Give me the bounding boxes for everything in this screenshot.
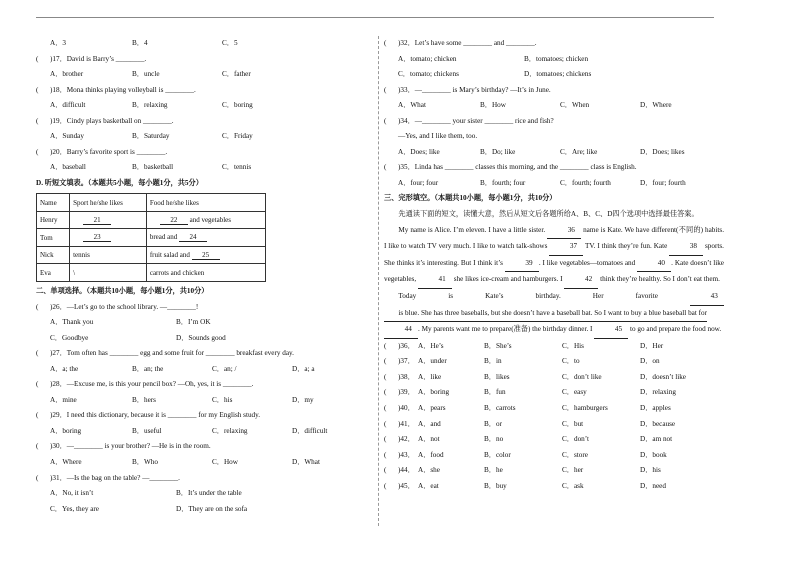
- option: A．No, it isn’t: [50, 489, 94, 498]
- option: A．difficult: [50, 101, 86, 110]
- question-text: )44．: [398, 466, 415, 475]
- option: A．Sunday: [50, 132, 84, 141]
- option: C．Goodbye: [50, 333, 89, 342]
- option: C．don’t like: [562, 372, 602, 381]
- question-text: )41．: [398, 419, 415, 428]
- option: A．He’s: [418, 341, 444, 350]
- table-row: [37, 211, 266, 229]
- paren-mark: (: [384, 388, 387, 397]
- question-row: [36, 83, 372, 99]
- paren-mark: (: [36, 302, 39, 311]
- question-text: )45．: [398, 481, 415, 490]
- option: A．What: [398, 101, 426, 110]
- passage-text: Today is Kate’s birthday. Her favorite: [398, 291, 690, 300]
- option: C．to: [562, 357, 580, 366]
- option: A．Thank you: [50, 318, 94, 327]
- option: C．tomato; chickens: [398, 70, 459, 79]
- question-row: [36, 145, 372, 161]
- question-row: [36, 98, 372, 114]
- question-row: [36, 439, 372, 455]
- passage-text: name is Kate. We have different(不同的) habits. I like to watch TV very much. I like to watch talk-shows: [384, 225, 724, 251]
- table-header: Sport he/she likes: [70, 194, 147, 212]
- option: D．Sounds good: [176, 333, 226, 342]
- question-text: )39．: [398, 388, 415, 397]
- paren-mark: (: [36, 116, 39, 125]
- option: C．but: [562, 419, 584, 428]
- option: D．doesn’t like: [640, 372, 686, 381]
- blank-number: 45: [594, 322, 628, 339]
- sport-cell: [70, 211, 147, 229]
- food-cell: [146, 264, 265, 282]
- question-row: [36, 36, 372, 52]
- question-row: [384, 354, 724, 370]
- question-row: [36, 377, 372, 393]
- option: B．buy: [484, 481, 507, 490]
- option: D．Where: [640, 101, 672, 110]
- question-row: [384, 401, 724, 417]
- option: C．ask: [562, 481, 584, 490]
- option: D．his: [640, 466, 661, 475]
- option: C．tennis: [222, 163, 252, 172]
- question-row: [384, 145, 724, 161]
- option: B．likes: [484, 372, 510, 381]
- question-row: [384, 463, 724, 479]
- question-row: [36, 160, 372, 176]
- blank-number: 39: [505, 256, 539, 273]
- question-row: [384, 479, 724, 495]
- name-cell: Nick: [37, 246, 70, 264]
- question-row: [384, 67, 724, 83]
- instructions: 先通读下面的短文，读懂大意，然后从短文后各题所给A、B、C、D四个选项中选择最佳答案。: [398, 210, 699, 219]
- paren-mark: (: [384, 466, 387, 475]
- blank-number: 38: [669, 239, 703, 256]
- option: C．His: [562, 341, 584, 350]
- sport-cell: [70, 264, 147, 282]
- food-cell: [146, 246, 265, 264]
- paren-mark: (: [36, 473, 39, 482]
- question-row: [36, 331, 372, 347]
- blank-number: 44: [384, 322, 418, 339]
- question-row: [384, 339, 724, 355]
- question-text: )33．—________ is Mary’s birthday? —It’s in June.: [398, 85, 551, 94]
- option: B．in: [484, 357, 502, 366]
- option: C．Are; like: [560, 147, 598, 156]
- option: B．color: [484, 450, 511, 459]
- option: B．She’s: [484, 341, 512, 350]
- option: A．pears: [418, 403, 446, 412]
- question-text: )19．Cindy plays basketball on ________.: [50, 116, 174, 125]
- question-row: [36, 393, 372, 409]
- question-text: )30．—________ is your brother? —He is in the room.: [50, 442, 211, 451]
- passage-text: think they’re healthy. So I don’t eat them.: [598, 275, 720, 284]
- option: C．easy: [562, 388, 587, 397]
- option: D．because: [640, 419, 676, 428]
- blank-number: 24: [179, 233, 207, 242]
- option: C．an; /: [212, 364, 237, 373]
- option: D．What: [292, 457, 320, 466]
- option: A．food: [418, 450, 444, 459]
- option: D．on: [640, 357, 660, 366]
- table-row: [37, 246, 266, 264]
- paren-mark: (: [384, 357, 387, 366]
- question-text: )26．—Let’s go to the school library. —________!: [50, 302, 199, 311]
- question-row: [36, 129, 372, 145]
- sport-cell: [70, 229, 147, 247]
- paren-mark: (: [384, 403, 387, 412]
- top-rule: [36, 17, 714, 18]
- option: C．relaxing: [212, 426, 248, 435]
- paren-mark: (: [384, 481, 387, 490]
- question-row: [36, 114, 372, 130]
- paren-mark: (: [36, 85, 39, 94]
- question-row: [384, 417, 724, 433]
- blank-number: 40: [637, 256, 671, 273]
- question-row: [36, 300, 372, 316]
- option: C．her: [562, 466, 584, 475]
- option: A．boring: [50, 426, 82, 435]
- option: B．useful: [132, 426, 162, 435]
- paren-mark: (: [36, 411, 39, 420]
- passage-paragraph: [384, 289, 724, 339]
- option: A．Where: [50, 457, 82, 466]
- paren-mark: (: [384, 39, 387, 47]
- passage-text: sports. She thinks it’s interesting. But I think it’s: [384, 242, 724, 267]
- name-cell: Henry: [37, 211, 70, 229]
- option: A．Does; like: [398, 147, 440, 156]
- option: A．boring: [418, 388, 450, 397]
- option: A．not: [418, 435, 440, 444]
- question-text: )42．: [398, 435, 415, 444]
- table-row: [37, 229, 266, 247]
- option: B．fourth; four: [480, 178, 526, 187]
- food-cell: [146, 211, 265, 229]
- paren-mark: (: [36, 349, 39, 358]
- option: B．carrots: [484, 403, 516, 412]
- option: D．tomatoes; chickens: [524, 70, 592, 79]
- option: B．or: [484, 419, 502, 428]
- question-text: )29．I need this dictionary, because it is ________ for my English study.: [50, 411, 261, 420]
- question-row: [384, 448, 724, 464]
- option: A．she: [418, 466, 440, 475]
- section-2-title: 二、单项选择。（本题共10小题，每小题1分，共10分）: [36, 286, 209, 295]
- question-text: )36．: [398, 341, 415, 350]
- passage-text: . Kate doesn’t like vegetables,: [384, 258, 724, 284]
- table-header: Food he/she likes: [146, 194, 265, 212]
- option: A．brother: [50, 70, 84, 79]
- option: C．fourth; fourth: [560, 178, 611, 187]
- paren-mark: (: [384, 163, 387, 172]
- question-row: [36, 471, 372, 487]
- blank-number: is blue. She has three baseballs, but she doesn’t have a baseball bat. So I want to buy a blue baseball bat for: [384, 306, 707, 323]
- option: A．3: [50, 39, 66, 47]
- option: B．tomatoes; chicken: [524, 54, 589, 63]
- question-row: [36, 408, 372, 424]
- sport-text: \: [73, 268, 76, 277]
- paren-mark: (: [36, 54, 39, 63]
- paren-mark: (: [36, 442, 39, 451]
- paren-mark: (: [384, 85, 387, 94]
- question-row: [384, 385, 724, 401]
- option: B．uncle: [132, 70, 160, 79]
- paren-mark: (: [384, 341, 387, 350]
- question-row: [36, 455, 372, 471]
- option: B．It’s under the table: [176, 489, 242, 498]
- option: C．How: [212, 457, 238, 466]
- passage-paragraph: [384, 223, 724, 289]
- blank-number: 41: [418, 272, 452, 289]
- option: B．no: [484, 435, 504, 444]
- paren-mark: (: [36, 380, 39, 389]
- blank-number: 37: [549, 239, 583, 256]
- question-row: [36, 52, 372, 68]
- question-text: )43．: [398, 450, 415, 459]
- question-row: [36, 502, 372, 518]
- option: D．apples: [640, 403, 671, 412]
- section-d-title: D. 听短文填表。（本题共5小题，每小题1分，共5分）: [36, 178, 203, 187]
- paren-mark: (: [384, 116, 387, 125]
- question-row: [384, 370, 724, 386]
- question-row: [384, 98, 724, 114]
- food-text: and vegetables: [187, 215, 231, 224]
- option: B．Saturday: [132, 132, 170, 141]
- question-row: [36, 486, 372, 502]
- blank-number: 21: [83, 216, 111, 225]
- option: C．don’t: [562, 435, 590, 444]
- option: B．How: [480, 101, 506, 110]
- option: A．four; four: [398, 178, 439, 187]
- option: A．a; the: [50, 364, 79, 373]
- passage-text: . I like vegetables—tomatoes and: [538, 258, 638, 267]
- option: C．5: [222, 39, 238, 47]
- option: B．he: [484, 466, 503, 475]
- left-column: [36, 36, 372, 517]
- option: C．Friday: [222, 132, 253, 141]
- option: A．like: [418, 372, 442, 381]
- blank-number: 22: [160, 216, 188, 225]
- section-3-title: 三、完形填空。（本题共10小题，每小题1分，共10分）: [384, 194, 557, 203]
- option: A．eat: [418, 481, 439, 490]
- question-row: [36, 346, 372, 362]
- question-text: )37．: [398, 357, 415, 366]
- option: D．need: [640, 481, 666, 490]
- right-column: [384, 36, 724, 494]
- name-cell: Tom: [37, 229, 70, 247]
- question-text: )35．Linda has ________ classes this morning, and the ________ class is English.: [398, 163, 637, 172]
- option: B．Do; like: [480, 147, 516, 156]
- paren-mark: (: [384, 450, 387, 459]
- blank-number: 25: [192, 251, 220, 260]
- question-row: [36, 362, 372, 378]
- option: B．I’m OK: [176, 318, 211, 327]
- option: C．When: [560, 101, 590, 110]
- option: C．boring: [222, 101, 253, 110]
- food-cell: [146, 229, 265, 247]
- question-row: [384, 176, 724, 192]
- question-row: [36, 67, 372, 83]
- question-text: )34．—________ your sister ________ rice and fish?: [398, 116, 554, 125]
- option: B．4: [132, 39, 148, 47]
- passage-text: My name is Alice. I’m eleven. I have a little sister.: [398, 225, 548, 234]
- option: A．mine: [50, 395, 77, 404]
- question-text: —Yes, and I like them, too.: [398, 132, 478, 141]
- option: B．fun: [484, 388, 506, 397]
- question-text: )18．Mona thinks playing volleyball is ________.: [50, 85, 196, 94]
- blank-number: 43: [690, 289, 724, 306]
- option: D．a; a: [292, 364, 315, 373]
- food-text: bread and: [149, 233, 179, 242]
- sport-text: tennis: [73, 251, 90, 260]
- question-row: [384, 129, 724, 145]
- option: D．am not: [640, 435, 673, 444]
- passage-text: to go and prepare the food now.: [628, 325, 722, 334]
- option: D．relaxing: [640, 388, 676, 397]
- option: A．tomato; chicken: [398, 54, 457, 63]
- question-row: [384, 83, 724, 99]
- passage-text: TV. I think they’re fun. Kate: [583, 242, 670, 251]
- option: C．Yes, they are: [50, 504, 99, 513]
- question-row: [36, 424, 372, 440]
- blank-number: 42: [564, 272, 598, 289]
- name-cell: Eva: [37, 264, 70, 282]
- option: D．They are on the sofa: [176, 504, 248, 513]
- paren-mark: (: [384, 372, 387, 381]
- option: C．store: [562, 450, 588, 459]
- option: B．relaxing: [132, 101, 168, 110]
- question-row: [384, 160, 724, 176]
- table-row: [37, 264, 266, 282]
- question-text: )40．: [398, 403, 415, 412]
- food-text: fruit salad and: [149, 250, 192, 259]
- question-row: [384, 432, 724, 448]
- option: D．Her: [640, 341, 664, 350]
- paren-mark: (: [36, 147, 39, 156]
- table-header: Name: [37, 194, 70, 212]
- option: D．difficult: [292, 426, 328, 435]
- option: B．basketball: [132, 163, 174, 172]
- question-text: )31．—Is the bag on the table? —________.: [50, 473, 180, 482]
- column-divider: [378, 36, 379, 526]
- option: D．book: [640, 450, 667, 459]
- option: A．baseball: [50, 163, 86, 172]
- question-text: )27．Tom often has ________ egg and some fruit for ________ breakfast every day.: [50, 349, 294, 358]
- paren-mark: (: [384, 419, 387, 428]
- question-row: [384, 36, 724, 52]
- question-row: [384, 114, 724, 130]
- passage-text: . My parents want me to prepare(准备) the birthday dinner. I: [418, 325, 595, 334]
- question-row: [384, 52, 724, 68]
- blank-number: 23: [83, 233, 111, 242]
- option: D．my: [292, 395, 314, 404]
- question-text: )38．: [398, 372, 415, 381]
- blank-number: 36: [547, 223, 581, 240]
- option: A．under: [418, 357, 447, 366]
- option: D．four; fourth: [640, 178, 686, 187]
- food-text: carrots and chicken: [149, 268, 205, 277]
- option: C．father: [222, 70, 251, 79]
- question-text: )28．—Excuse me, is this your pencil box? —Oh, yes, it is ________.: [50, 380, 254, 389]
- option: C．hamburgers: [562, 403, 608, 412]
- question-text: )17．David is Barry’s ________.: [50, 54, 147, 63]
- sport-cell: [70, 246, 147, 264]
- option: B．hers: [132, 395, 156, 404]
- passage-text: she likes ice-cream and hamburgers. I: [451, 275, 565, 284]
- fill-table: [36, 193, 266, 282]
- question-text: )20．Barry’s favorite sport is ________.: [50, 147, 168, 156]
- paren-mark: (: [384, 435, 387, 444]
- option: B．an; the: [132, 364, 164, 373]
- option: A．and: [418, 419, 441, 428]
- option: B．Who: [132, 457, 158, 466]
- question-text: )32．Let’s have some ________ and ________.: [398, 39, 537, 47]
- option: D．Does; likes: [640, 147, 685, 156]
- option: C．his: [212, 395, 233, 404]
- question-row: [36, 315, 372, 331]
